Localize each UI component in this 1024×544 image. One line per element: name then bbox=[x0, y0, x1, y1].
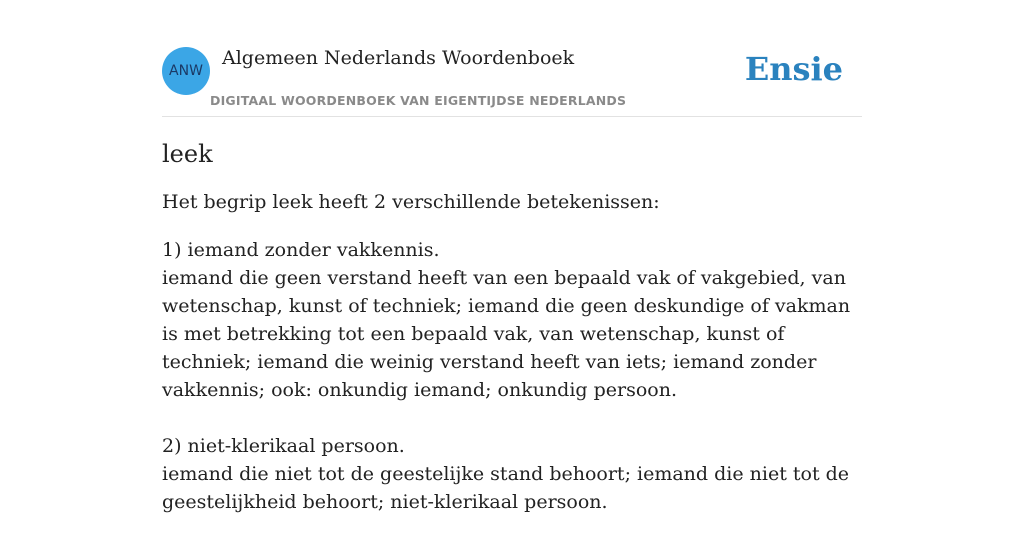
site-title[interactable]: Algemeen Nederlands Woordenboek bbox=[222, 47, 575, 69]
logo-text: ANW bbox=[169, 63, 203, 79]
site-header bbox=[162, 46, 862, 117]
entry-content bbox=[162, 138, 862, 544]
meaning-definition: iemand die niet tot de geestelijke stand behoort; iemand die niet tot de geestelijkheid behoort; niet-klerikaal persoon. bbox=[162, 463, 850, 513]
entry-intro: Het begrip leek heeft 2 verschillende betekenissen: bbox=[162, 191, 660, 213]
meaning-definition: iemand die geen verstand heeft van een bepaald vak of vakgebied, van wetenschap, kunst of techniek; iemand die geen deskundige of vakman is met betrekking tot een bepaald vak, van wetenschap, kunst of techniek; iemand die weinig verstand heeft van iets; iemand zonder vakkennis; ook: onkundig iemand; onkundig persoon. bbox=[162, 267, 851, 401]
meaning-heading: 1) iemand zonder vakkennis. bbox=[162, 239, 440, 261]
meaning-item bbox=[162, 432, 862, 516]
meaning-heading: 2) niet-klerikaal persoon. bbox=[162, 435, 405, 457]
meaning-item bbox=[162, 236, 862, 404]
anw-logo[interactable] bbox=[162, 47, 210, 95]
ensie-brand-link[interactable]: Ensie bbox=[744, 50, 843, 88]
entry-word: leek bbox=[162, 140, 213, 168]
meanings-list bbox=[162, 236, 862, 516]
site-subtitle: DIGITAAL WOORDENBOEK VAN EIGENTIJDSE NEDERLANDS bbox=[210, 93, 627, 108]
